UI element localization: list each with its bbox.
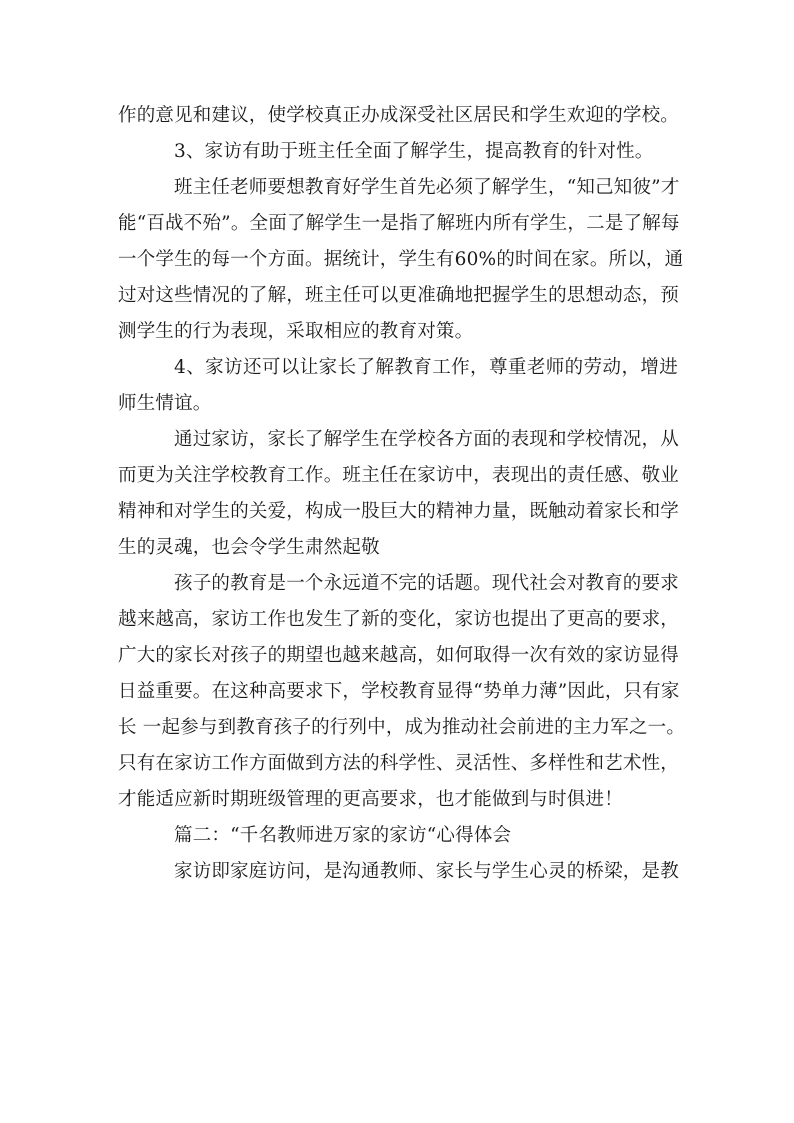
text-line: 篇二：“千名教师进万家的家访“心得体会 xyxy=(174,825,512,846)
text-line: 生的灵魂，也会令学生肃然起敬 xyxy=(118,537,380,558)
text-line: 而更为关注学校教育工作。班主任在家访中，表现出的责任感、敬业 xyxy=(118,465,680,486)
text-line: 班主任老师要想教育好学生首先必须了解学生，“知己知彼”才 xyxy=(174,177,680,198)
text-line: 作的意见和建议，使学校真正办成深受社区居民和学生欢迎的学校。 xyxy=(118,105,680,126)
text-line: 3、家访有助于班主任全面了解学生，提高教育的针对性。 xyxy=(174,141,654,162)
text-line: 才能适应新时期班级管理的更高要求，也才能做到与时俱进！ xyxy=(118,789,623,810)
text-line: 广大的家长对孩子的期望也越来越高，如何取得一次有效的家访显得 xyxy=(118,645,680,666)
document-body xyxy=(118,98,686,890)
text-line: 长 一起参与到教育孩子的行列中，成为推动社会前进的主力军之一。 xyxy=(118,717,686,738)
text-line: 通过家访，家长了解学生在学校各方面的表现和学校情况，从 xyxy=(174,429,679,450)
text-line: 一个学生的每一个方面。据统计，学生有60%的时间在家。所以，通 xyxy=(118,249,684,270)
text-line: 4、家访还可以让家长了解教育工作，尊重老师的劳动，增进 xyxy=(174,357,678,378)
text-line: 师生情谊。 xyxy=(118,393,212,414)
text-line: 精神和对学生的关爱，构成一股巨大的精神力量，既触动着家长和学 xyxy=(118,501,680,522)
text-line: 能“百战不殆”。全面了解学生一是指了解班内所有学生，二是了解每 xyxy=(118,213,680,234)
text-line: 过对这些情况的了解，班主任可以更准确地把握学生的思想动态，预 xyxy=(118,285,680,306)
text-line: 家访即家庭访问，是沟通教师、家长与学生心灵的桥梁，是教 xyxy=(174,861,679,882)
text-line: 只有在家访工作方面做到方法的科学性、灵活性、多样性和艺术性， xyxy=(118,753,680,774)
text-line: 测学生的行为表现，采取相应的教育对策。 xyxy=(118,321,474,342)
text-line: 日益重要。在这种高要求下，学校教育显得“势单力薄”因此，只有家 xyxy=(118,681,680,702)
text-line: 孩子的教育是一个永远道不完的话题。现代社会对教育的要求 xyxy=(174,573,679,594)
text-line: 越来越高，家访工作也发生了新的变化，家访也提出了更高的要求， xyxy=(118,609,680,630)
